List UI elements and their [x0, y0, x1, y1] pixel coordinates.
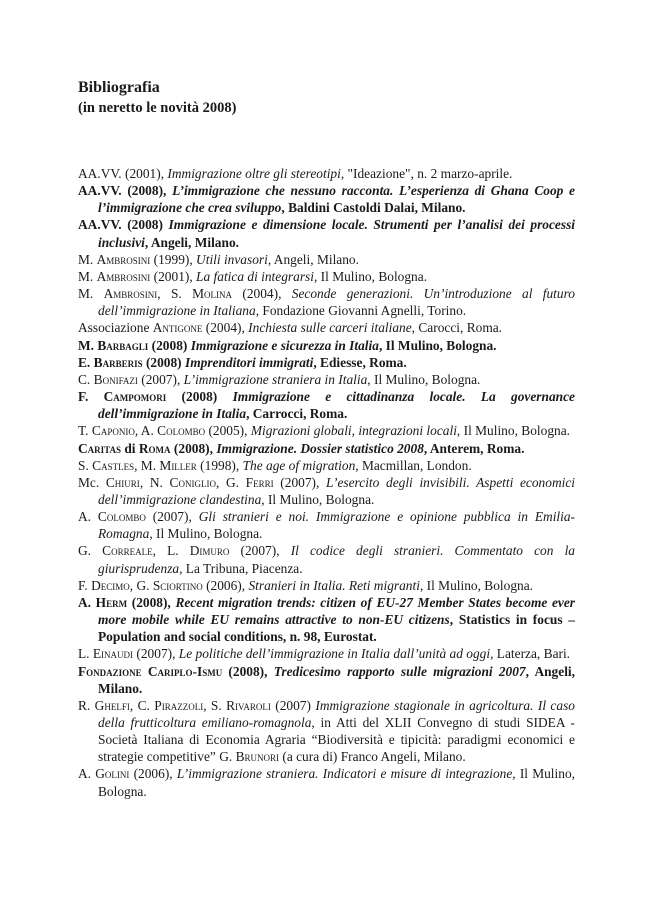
entry-text: (2007) [270, 697, 316, 713]
entry-text: , Baldini Castoldi Dalai, Milano. [281, 200, 466, 216]
bibliography-entry [78, 474, 575, 508]
bibliography-entry [78, 645, 575, 662]
entry-text: , Carocci, Roma. [411, 320, 503, 336]
bibliography-entry [78, 508, 575, 542]
entry-text: F. [78, 389, 104, 405]
entry-author: Caritas [78, 440, 122, 456]
bibliography-entry [78, 697, 575, 766]
entry-text: , Angeli, Milano. [144, 234, 239, 250]
entry-text: AA.VV. (2008), [78, 183, 173, 199]
entry-text: (2008) [166, 389, 233, 405]
entry-title: L’immigrazione straniera. Indicatori e misure di integrazione [176, 766, 513, 782]
entry-text: , A. [134, 423, 158, 439]
entry-text: (2007), [273, 474, 327, 490]
entry-title: Immigrazione e dimensione locale. Strumenti per l’analisi dei processi inclusivi [98, 217, 576, 250]
entry-author: Coniglio [169, 474, 216, 490]
bibliography-entry [78, 285, 575, 319]
bibliography-entry [78, 371, 575, 388]
entry-text: F. [78, 577, 92, 593]
bibliography-list [78, 165, 575, 800]
page-subtitle: (in neretto le novità 2008) [78, 100, 237, 116]
entry-text: , G. [129, 577, 153, 593]
entry-text: (1999), [150, 251, 197, 267]
entry-text: , Angeli, Milano. [267, 251, 359, 267]
page-title: Bibliografia [78, 79, 160, 96]
entry-author: Rivaroli [226, 697, 271, 713]
entry-text: (2008), [222, 663, 274, 679]
entry-title: L’immigrazione straniera in Italia [183, 371, 368, 387]
entry-title: Il codice degli stranieri. Commentato con la giurisprudenza [98, 543, 575, 576]
entry-text: (2005), [205, 423, 251, 439]
bibliography-entry [78, 182, 575, 216]
entry-text: , Macmillan, London. [355, 457, 472, 473]
bibliography-entry [78, 337, 575, 354]
bibliography-entry [78, 216, 575, 250]
entry-title: Immigrazione e sicurezza in Italia [190, 337, 379, 353]
entry-text: , La Tribuna, Piacenza. [179, 560, 303, 576]
entry-text: (2008) [148, 337, 191, 353]
entry-author: Ambrosini [103, 286, 158, 302]
entry-title: Tredicesimo rapporto sulle migrazioni 2007 [273, 663, 526, 679]
entry-text: C. [78, 371, 94, 387]
entry-text: M. [78, 251, 97, 267]
entry-author: Miller [159, 457, 197, 473]
entry-text: , M. [134, 457, 160, 473]
entry-author: Sciortino [152, 577, 203, 593]
entry-title: Immigrazione oltre gli stereotipi [167, 166, 341, 181]
entry-title: Immigrazione e cittadinanza locale. La governance dell’immigrazione in Italia [98, 389, 575, 422]
bibliography-entry [78, 542, 575, 576]
entry-author: Barbagli [97, 337, 149, 353]
entry-text: G. [78, 543, 103, 559]
entry-text: A. [78, 766, 96, 782]
bibliography-page [78, 78, 575, 800]
entry-text: R. [78, 697, 95, 713]
bibliography-entry [78, 457, 575, 474]
entry-text: , "Ideazione", n. 2 marzo-aprile. [340, 166, 513, 181]
entry-author: Caponio [91, 423, 135, 439]
entry-title: Gli stranieri e noi. Immigrazione e opinione pubblica in Emilia-Romagna [98, 509, 576, 542]
bibliography-entry [78, 319, 575, 336]
entry-title: L’esercito degli invisibili. Aspetti economici dell’immigrazione clandestina [98, 474, 575, 507]
entry-text: (2008), [127, 594, 176, 610]
bibliography-entry [78, 663, 575, 697]
bibliography-entry [78, 422, 575, 439]
bibliography-entry [78, 354, 575, 371]
entry-text: E. [78, 354, 94, 370]
entry-text: S. [78, 457, 93, 473]
entry-title: The age of migration [242, 457, 356, 473]
entry-author: Einaudi [92, 646, 134, 662]
entry-text: , Il Mulino, Bologna. [261, 491, 375, 507]
bibliography-entry [78, 388, 575, 422]
entry-author: Barberis [93, 354, 143, 370]
entry-author: Ambrosini [96, 268, 151, 284]
entry-text: , Carrocci, Roma. [246, 406, 348, 422]
entry-text: , G. [215, 474, 246, 490]
entry-author: Dimuro [189, 543, 230, 559]
entry-title: Recent migration trends: citizen of EU-27 Member States become ever more mobile while EU remains attractive to non-EU citizens [98, 594, 575, 628]
entry-author: Decimo [91, 577, 130, 593]
entry-text: AA.VV. (2008) [78, 217, 169, 233]
entry-author: Molina [192, 286, 233, 302]
entry-text: (2007), [133, 646, 179, 662]
bibliography-entry [78, 165, 575, 182]
entry-text: , Angeli, Milano. [98, 663, 575, 696]
bibliography-entry [78, 251, 575, 268]
entry-author: Castles [92, 457, 135, 473]
entry-text: , Il Mulino, Bologna. [98, 766, 575, 799]
entry-text: (2004), [202, 320, 249, 336]
entry-text: (a cura di) Franco Angeli, Milano. [279, 749, 466, 765]
entry-text: , Fondazione Giovanni Agnelli, Torino. [255, 303, 467, 319]
entry-author: Correale [102, 543, 153, 559]
entry-title: Seconde generazioni. Un’introduzione al futuro dell’immigrazione in Italiana [98, 286, 575, 319]
entry-text: (2007), [137, 371, 184, 387]
entry-author: Antigone [152, 320, 203, 336]
entry-text: (2004), [232, 286, 292, 302]
entry-title: Utili invasori [196, 251, 268, 267]
entry-author: Roma [138, 440, 171, 456]
entry-text: T. [78, 423, 92, 439]
entry-title: Immigrazione. Dossier statistico 2008 [216, 440, 424, 456]
entry-text: M. [78, 286, 104, 302]
bibliography-entry [78, 765, 575, 799]
entry-text: (2008), [170, 440, 217, 456]
entry-text: (2006), [202, 577, 249, 593]
entry-title: Immigrazione stagionale in agricoltura. Il caso della frutticoltura emiliano-romagnola [98, 697, 575, 730]
entry-text: , S. [157, 286, 193, 302]
entry-text: di [121, 440, 139, 456]
entry-text: AA.VV. (2001), [78, 166, 168, 181]
entry-author: Fondazione Cariplo-Ismu [78, 663, 223, 679]
entry-text: , Il Mulino, Bologna. [313, 268, 428, 284]
entry-text: L. [78, 646, 93, 662]
entry-text: , Il Mulino, Bologna. [149, 526, 263, 542]
entry-text: (2006), [129, 766, 177, 782]
entry-text: , Il Mulino, Bologna. [419, 577, 534, 593]
entry-author: Colombo [157, 423, 206, 439]
entry-author: Ferri [245, 474, 274, 490]
entry-text: A. [78, 509, 98, 525]
entry-text: , C. [129, 697, 155, 713]
entry-text: Mc. [78, 474, 106, 490]
entry-author: Herm [95, 594, 128, 610]
entry-author: Brunori [235, 749, 280, 765]
entry-title: La fatica di integrarsi [196, 268, 314, 284]
entry-text: , Il Mulino, Bologna. [456, 423, 570, 439]
entry-text: M. [78, 337, 98, 353]
entry-text: (2007), [145, 509, 199, 525]
entry-text: , Il Mulino, Bologna. [367, 371, 481, 387]
entry-author: Ambrosini [96, 251, 151, 267]
entry-author: Ghelfi [94, 697, 130, 713]
entry-author: Pirazzoli [154, 697, 204, 713]
entry-text: , Il Mulino, Bologna. [378, 337, 497, 353]
bibliography-entry [78, 440, 575, 457]
entry-text: , N. [139, 474, 170, 490]
entry-title: Imprenditori immigrati [185, 354, 314, 370]
entry-author: Bonifazi [93, 371, 138, 387]
entry-text: Associazione [78, 320, 153, 336]
entry-text: A. [78, 594, 96, 610]
entry-title: Stranieri in Italia. Reti migranti [248, 577, 420, 593]
entry-text: (2001), [150, 268, 197, 284]
entry-text: , S. [203, 697, 227, 713]
entry-author: Colombo [97, 509, 146, 525]
entry-text: (1998), [196, 457, 243, 473]
entry-author: Chiuri [105, 474, 140, 490]
entry-text: M. [78, 268, 97, 284]
entry-text: , Laterza, Bari. [490, 646, 571, 662]
entry-title: Inchiesta sulle carceri italiane [248, 320, 412, 336]
entry-text: , in Atti del XLII Convegno di studi SIDEA - Società Italiana di Economia Agraria “Biodiversità e tipicità: paradigmi economici e strategie competitive” G. [98, 715, 575, 765]
entry-text: (2008) [142, 354, 185, 370]
entry-author: Golini [95, 766, 130, 782]
bibliography-entry [78, 268, 575, 285]
entry-author: Campomori [103, 389, 167, 405]
entry-title: Migrazioni globali, integrazioni locali [250, 423, 457, 439]
entry-text: , Ediesse, Roma. [313, 354, 407, 370]
entry-text: (2007), [229, 543, 291, 559]
entry-title: Le politiche dell’immigrazione in Italia dall’unità ad oggi [178, 646, 491, 662]
entry-text: , Anterem, Roma. [423, 440, 525, 456]
entry-text: , Statistics in focus – Population and social conditions, n. 98, Eurostat. [98, 612, 576, 645]
bibliography-entry [78, 577, 575, 594]
bibliography-entry [78, 594, 575, 645]
entry-title: L’immigrazione che nessuno racconta. L’esperienza di Ghana Coop e l’immigrazione che crea sviluppo [98, 183, 575, 216]
entry-text: , L. [152, 543, 190, 559]
